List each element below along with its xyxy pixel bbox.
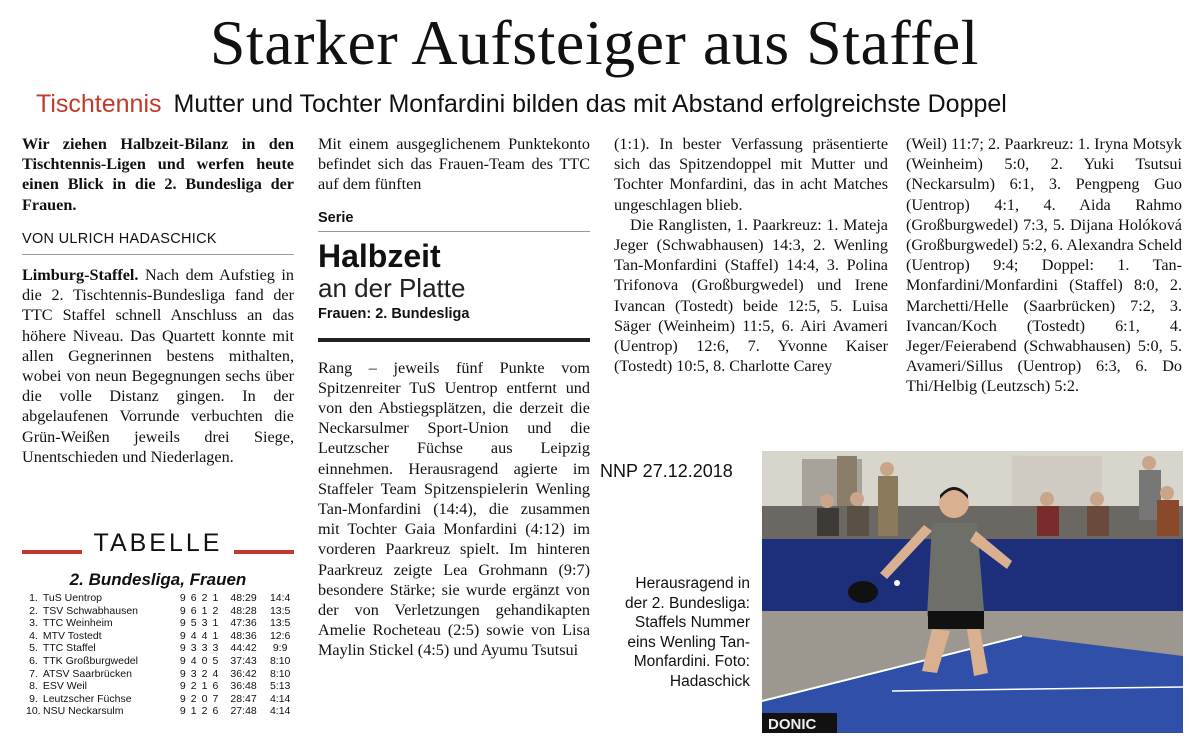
table-cell-losses: 1: [212, 617, 219, 630]
table-cell-points: 12:6: [269, 629, 291, 642]
table-cell-match-score: 28:47: [230, 692, 257, 705]
table-cell-draws: 0: [201, 692, 208, 705]
table-cell-team: NSU Neckarsulm: [43, 705, 124, 718]
table-cell-wins: 6: [190, 592, 197, 604]
table-row: [26, 605, 294, 618]
dateline: Limburg-Staffel.: [22, 266, 139, 285]
table-cell-rank: 6.: [29, 654, 38, 667]
table-cell-losses: 5: [212, 654, 219, 667]
rankings-paragraph: (Weil) 11:7; 2. Paarkreuz: 1. Iryna Motsyk (Weinheim) 5:0, 2. Yuki Tsutsui (Neckarsulm) 6:1, 3. Pengpeng Guo (Uentrop) 4:1, 4. Aida Rahmo (Großburgwedel) 7:3, 5. Dijana Holóková (Großburgwedel) 5:2, 6. Alexandra Scheld (Uentrop) 9:4; Doppel: 1. Tan-Monfardini/Monfardini (Staffel) 8:0, 2. Marchetti/Helle (Saarbrücken) 7:2, 3. Ivancan/Koch (Tostedt) 6:1, 4. Jeger/Feierabend (Schwabhausen) 5:0, 5. Avameri/Sillus (Uentrop) 6:3, 6. Do Thi/Helbig (Leutzsch) 5:2.: [906, 135, 1182, 396]
table-cell-games: 9: [179, 629, 186, 642]
article-column-4: [906, 134, 1182, 397]
table-cell-games: 9: [179, 692, 186, 705]
table-row: [26, 617, 294, 630]
table-label: TABELLE: [93, 529, 223, 557]
table-cell-rank: 10.: [26, 705, 41, 718]
table-cell-games: 9: [179, 642, 186, 655]
table-cell-games: 9: [179, 604, 186, 617]
table-cell-draws: 0: [201, 654, 208, 667]
article-paragraph: Mit einem ausgeglichenem Punktekonto befindet sich das Frauen-Team des TTC auf dem fünften: [318, 135, 590, 194]
table-cell-rank: 8.: [29, 680, 38, 693]
table-cell-draws: 2: [201, 705, 208, 718]
table-cell-team: TuS Uentrop: [42, 592, 102, 604]
table-cell-team: TTK Großburgwedel: [42, 654, 138, 667]
series-title: Halbzeit: [318, 237, 441, 274]
table-cell-match-score: 37:43: [230, 654, 257, 667]
table-cell-points: 9:9: [272, 642, 288, 655]
table-title: 2. Bundesliga, Frauen: [69, 570, 247, 589]
table-cell-losses: 3: [212, 642, 219, 655]
table-cell-team: TTC Staffel: [42, 642, 96, 655]
table-cell-wins: 3: [190, 667, 197, 680]
table-cell-losses: 4: [212, 667, 219, 680]
table-cell-match-score: 48:36: [230, 629, 257, 642]
table-cell-points: 14:4: [269, 592, 291, 604]
table-cell-games: 9: [179, 667, 186, 680]
league-table: [26, 592, 294, 718]
table-tennis-photo: [762, 451, 1183, 733]
table-cell-rank: 7.: [29, 667, 38, 680]
series-box: [318, 209, 590, 342]
table-cell-games: 9: [179, 680, 186, 693]
table-cell-losses: 6: [212, 680, 219, 693]
paddle: [848, 581, 878, 603]
table-cell-match-score: 48:29: [230, 592, 257, 604]
table-cell-losses: 7: [212, 692, 219, 705]
table-row: [26, 592, 294, 605]
section-kicker: Tischtennis: [36, 90, 162, 118]
author-byline: VON ULRICH HADASCHICK: [22, 230, 217, 247]
table-cell-losses: 2: [212, 604, 219, 617]
series-label: Serie: [318, 209, 354, 226]
table-cell-wins: 6: [190, 604, 197, 617]
table-cell-team: ESV Weil: [42, 680, 88, 693]
table-cell-games: 9: [179, 654, 186, 667]
table-cell-points: 5:13: [269, 680, 291, 693]
wall-window: [1012, 456, 1102, 511]
table-cell-wins: 4: [190, 654, 197, 667]
table-cell-points: 13:5: [269, 604, 291, 617]
subheadline-text: Mutter und Tochter Monfardini bilden das mit Abstand erfolgreichste Doppel: [173, 90, 1007, 118]
table-cell-draws: 2: [201, 592, 208, 604]
table-cell-rank: 1.: [29, 592, 38, 604]
table-cell-points: 8:10: [269, 667, 291, 680]
table-cell-draws: 3: [201, 617, 208, 630]
table-row: [26, 680, 294, 693]
table-cell-wins: 2: [190, 692, 197, 705]
table-row: [26, 668, 294, 681]
table-cell-rank: 5.: [29, 642, 38, 655]
article-lead: Wir ziehen Halbzeit-Bilanz in den Tischtennis-Ligen und werfen heute einen Blick in die 2. Bundesliga der Frauen.: [22, 135, 294, 214]
table-cell-rank: 9.: [29, 692, 38, 705]
table-cell-points: 4:14: [269, 705, 291, 718]
table-cell-wins: 3: [190, 642, 197, 655]
article-column-1: [22, 134, 294, 467]
table-cell-match-score: 27:48: [230, 705, 257, 718]
table-header-bar-right: [234, 550, 294, 554]
article-body-start: [22, 265, 294, 467]
table-cell-games: 9: [179, 705, 186, 718]
ball: [894, 580, 900, 586]
article-column-3: [614, 134, 888, 376]
table-header: [22, 529, 294, 559]
table-cell-wins: 5: [190, 617, 197, 630]
article-column-2: [318, 134, 590, 661]
table-cell-wins: 1: [190, 705, 197, 718]
sponsor-logo: DONIC: [768, 716, 817, 733]
table-cell-match-score: 36:42: [230, 667, 257, 680]
table-row: [26, 705, 294, 718]
table-cell-team: MTV Tostedt: [42, 629, 102, 642]
table-cell-team: TSV Schwabhausen: [42, 604, 139, 617]
table-cell-match-score: 47:36: [230, 617, 257, 630]
table-cell-points: 13:5: [269, 617, 291, 630]
article-paragraph: Rang – jeweils fünf Punkte vom Spitzenreiter TuS Uentrop entfernt und von den Abstiegsplätzen, die derzeit die Neckarsulmer Sport-Union und die Leutzscher Füchse aus Leipzig einnehmen. Herausragend agierte im Staffeler Team Spitzenspielerin Wenling Tan-Monfardini (14:4), die zusammen mit Tochter Gaia Monfardini (4:12) im vorderen Paarkreuz spielt. Im hinteren Paarkreuz zeigte Lea Grohmann (9:7) besondere Stärke; sie wurde ergänzt von der von Verletzungen gehandikapten Amelie Rocheteau (2:5) sowie von Lisa Maylin Stickel (4:5) und Ayumu Tsutsui: [318, 358, 590, 660]
table-cell-draws: 2: [201, 667, 208, 680]
source-note: NNP 27.12.2018: [600, 461, 733, 481]
series-league: Frauen: 2. Bundesliga: [318, 305, 470, 322]
article-body-text: Nach dem Aufstieg in die 2. Tischtennis-Bundesliga fand der TTC Staffel schnell Anschluss an das höhere Niveau. Das Quartett konnte mit allen Gegnerinnen bestens mithalten, wobei von neun Begegnungen sechs über die volle Distanz gingen. In der abgelaufenen Vorrunde verbuchten die Grün-Weißen jeweils drei Siege, Unentschieden und Niederlagen.: [22, 266, 295, 466]
table-cell-team: Leutzscher Füchse: [42, 692, 132, 705]
table-cell-match-score: 44:42: [230, 642, 257, 655]
table-cell-rank: 2.: [29, 604, 38, 617]
table-cell-rank: 3.: [29, 617, 38, 630]
table-row: [26, 655, 294, 668]
series-rule: [318, 338, 590, 342]
article-paragraph: (1:1). In bester Verfassung präsentierte sich das Spitzendoppel mit Mutter und Tochter Monfardini, das in acht Matches ungeschlagen blieb.: [614, 135, 888, 214]
series-divider: [318, 231, 590, 232]
series-subtitle: an der Platte: [318, 272, 466, 303]
table-cell-draws: 4: [201, 629, 208, 642]
table-cell-games: 9: [179, 617, 186, 630]
table-cell-draws: 3: [201, 642, 208, 655]
table-cell-draws: 1: [201, 680, 208, 693]
table-cell-team: ATSV Saarbrücken: [42, 667, 132, 680]
table-cell-team: TTC Weinheim: [42, 617, 113, 630]
table-cell-losses: 1: [212, 629, 219, 642]
table-cell-losses: 6: [212, 705, 219, 718]
table-cell-wins: 4: [190, 629, 197, 642]
table-cell-losses: 1: [212, 592, 219, 604]
headline: Starker Aufsteiger aus Staffel: [209, 7, 980, 78]
table-cell-rank: 4.: [29, 629, 38, 642]
subheadline: [36, 88, 1007, 120]
table-cell-wins: 2: [190, 680, 197, 693]
table-cell-draws: 1: [201, 604, 208, 617]
table-row: [26, 642, 294, 655]
table-cell-match-score: 48:28: [230, 604, 257, 617]
table-cell-games: 9: [179, 592, 186, 604]
photo-caption: Herausragend in der 2. Bundesliga: Staffels Nummer eins Wenling Tan-Monfardini. Foto: Hadaschick: [625, 575, 750, 690]
byline-divider: [22, 254, 294, 255]
table-cell-match-score: 36:48: [230, 680, 257, 693]
table-row: [26, 630, 294, 643]
rankings-paragraph: Die Ranglisten, 1. Paarkreuz: 1. Mateja Jeger (Schwabhausen) 14:3, 2. Wenling Tan-Monfardini (Staffel) 14:4, 3. Polina Trifonova (Großburgwedel) und Irene Ivancan (Tostedt) beide 12:5, 5. Luisa Säger (Weinheim) 11:5, 6. Airi Avameri (Uentrop) 12:6, 7. Yvonne Kaiser (Tostedt) 10:5, 8. Charlotte Carey: [614, 215, 888, 376]
table-cell-points: 4:14: [269, 692, 291, 705]
table-row: [26, 693, 294, 706]
table-cell-points: 8:10: [269, 654, 291, 667]
